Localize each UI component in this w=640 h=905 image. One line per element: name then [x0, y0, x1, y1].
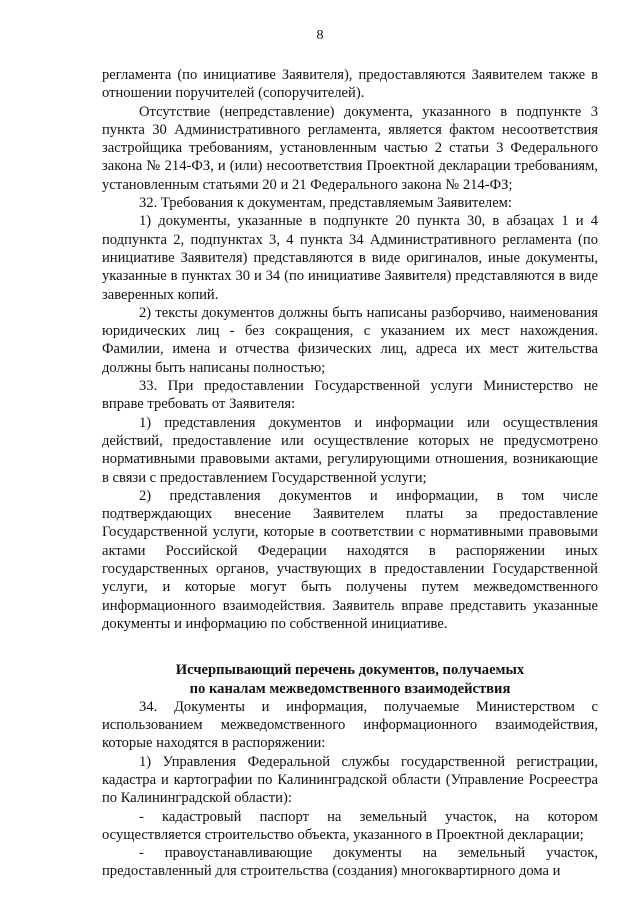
paragraph: регламента (по инициативе Заявителя), предоставляются Заявителем также в отношении поручителей (сопоручителей).	[102, 67, 598, 102]
section-heading-line: по каналам межведомственного взаимодействия	[189, 680, 511, 697]
paragraph: 2) представления документов и информации, в том числе подтверждающих внесение Заявителем платы за предоставление Государственной услуги, которые в соответствии с нормативными правовыми актами Российской Федерации находятся в распоряжении иных государственных органов, участвующих в предоставлении Государственной услуги, и которые могут быть получены путем межведомственного информационного взаимодействия. Заявитель вправе представить указанные документы и информацию по собственной инициативе.	[102, 487, 598, 632]
paragraph: 1) Управления Федеральной службы государственной регистрации, кадастра и картографии по Калининградской области (Управление Росреестра по Калининградской области):	[102, 753, 598, 807]
list-item: - кадастровый паспорт на земельный участок, на котором осуществляется строительство объекта, указанного в Проектной декларации;	[102, 808, 598, 843]
paragraph: 1) представления документов и информации или осуществления действий, предоставление или осуществление которых не предусмотрено нормативными правовыми актами, регулирующими отношения, возникающие в связи с предоставлением Государственной услуги;	[102, 414, 598, 486]
document-body	[102, 66, 598, 881]
section-heading	[102, 661, 598, 698]
paragraph: 2) тексты документов должны быть написаны разборчиво, наименования юридических лиц - без сокращения, с указанием их мест нахождения. Фамилии, имена и отчества физических лиц, адреса их мест жительства должны быть написаны полностью;	[102, 304, 598, 376]
paragraph: 32. Требования к документам, представляемым Заявителем:	[139, 195, 512, 212]
paragraph: 33. При предоставлении Государственной услуги Министерство не вправе требовать от Заявителя:	[102, 378, 598, 413]
paragraph: Отсутствие (непредставление) документа, указанного в подпункте 3 пункта 30 Административного регламента, является фактом несоответствия застройщика требованиям, установленным частью 2 статьи 3 Федерального закона № 214-ФЗ, и (или) несоответствия Проектной декларации требованиям, установленным статьями 20 и 21 Федерального закона № 214-ФЗ;	[102, 103, 598, 193]
paragraph: 1) документы, указанные в подпункте 20 пункта 30, в абзацах 1 и 4 подпункта 2, подпунктах 3, 4 пункта 34 Административного регламента (по инициативе Заявителя) представляются в виде оригиналов, иные документы, указанные в пунктах 30 и 34 (по инициативе Заявителя) представляются в виде заверенных копий.	[102, 213, 598, 303]
list-item: - правоустанавливающие документы на земельный участок, предоставленный для строительства (создания) многоквартирного дома и	[102, 845, 598, 880]
page-number: 8	[316, 28, 324, 43]
section-heading-line: Исчерпывающий перечень документов, получаемых	[175, 662, 525, 679]
paragraph: 34. Документы и информация, получаемые Министерством с использованием межведомственного информационного взаимодействия, которые находятся в распоряжении:	[102, 698, 598, 752]
